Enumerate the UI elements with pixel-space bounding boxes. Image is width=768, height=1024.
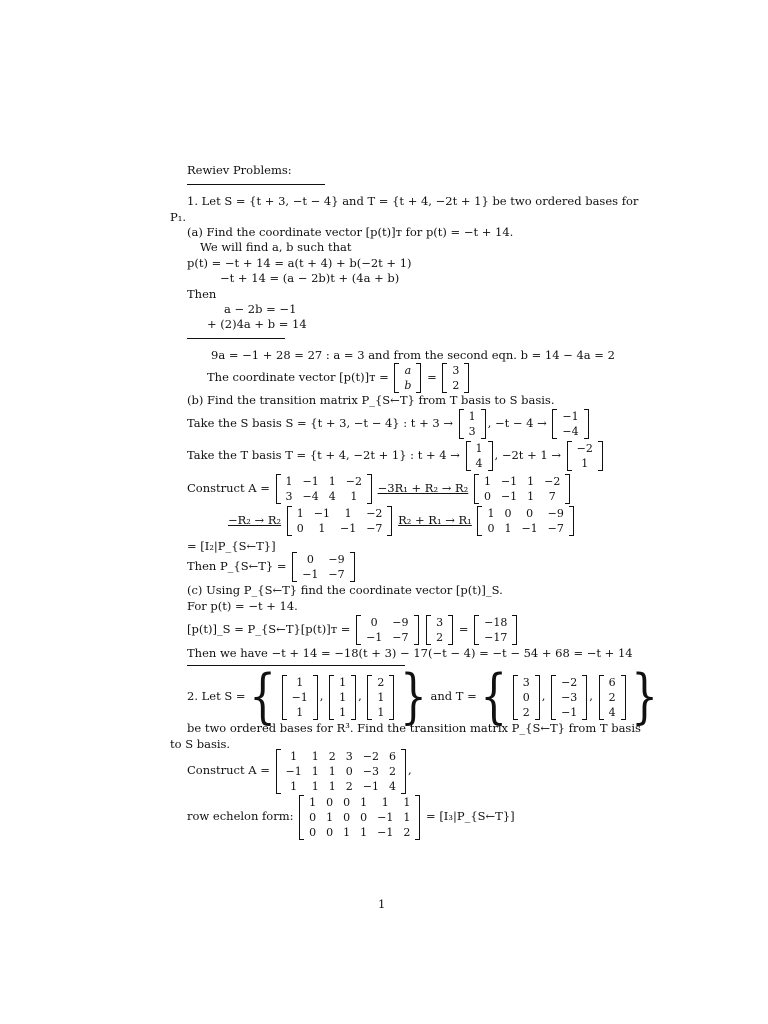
p2-ref: row echelon form: 1 0 0 1 1 1 0 1 0 0 −1 1 0 0 1 1 −1 2 = [I₃|P_{S←T}] bbox=[187, 795, 515, 839]
p2-statement: be two ordered bases for R³. Find the transition matrix P_{S←T} from T basis bbox=[187, 721, 641, 735]
matrix-A3: 1 0 0 −9 0 1 −1 −7 bbox=[477, 506, 573, 536]
take-T-vec1: 1 4 bbox=[466, 441, 493, 471]
p1-a-title: (a) Find the coordinate vector [p(t)]ᴛ for p(t) = −t + 14. bbox=[187, 225, 514, 239]
T-vec3: 6 2 4 bbox=[599, 675, 626, 720]
matrix-A2: 1 −1 1 −2 0 1 −1 −7 bbox=[287, 506, 393, 536]
take-S-vec2: −1 −4 bbox=[552, 409, 588, 439]
page-number: 1 bbox=[378, 897, 386, 911]
p2-sets: 2. Let S = { 1 −1 1 , 1 1 1 , 2 1 1 } and T = { 3 0 2 , −2 −3 −1 , 6 2 4 } bbox=[187, 662, 658, 731]
p1-a-line2: p(t) = −t + 14 = a(t + 4) + b(−2t + 1) bbox=[187, 256, 412, 270]
p1-b-title: (b) Find the transition matrix P_{S←T} from T basis to S basis. bbox=[187, 393, 555, 407]
p1-statement: 1. Let S = {t + 3, −t − 4} and T = {t + 4, −2t + 1} be two ordered bases for bbox=[187, 194, 639, 208]
right-brace: } bbox=[400, 662, 427, 731]
left-brace: { bbox=[249, 662, 276, 731]
p1-coord-line: The coordinate vector [p(t)]ᴛ = a b = 3 2 bbox=[207, 362, 471, 393]
p1-solve: 9a = −1 + 28 = 27 : a = 3 and from the second eqn. b = 14 − 4a = 2 bbox=[211, 348, 615, 362]
matrix-A: 1 −1 1 −2 3 −4 4 1 bbox=[276, 474, 372, 504]
p1-P1: P₁. bbox=[170, 210, 187, 224]
T-vec2: −2 −3 −1 bbox=[551, 675, 587, 720]
p1-a-line3: −t + 14 = (a − 2b)t + (4a + b) bbox=[220, 271, 400, 285]
matrix-P: 0 −9 −1 −7 bbox=[292, 552, 354, 582]
p1-take-T: Take the T basis T = {t + 4, −2t + 1} : t + 4 → 1 4 , −2t + 1 → −2 1 bbox=[187, 440, 605, 471]
take-S-vec1: 1 3 bbox=[459, 409, 486, 439]
p1-then: Then bbox=[187, 287, 217, 301]
p1-then-P: Then P_{S←T} = 0 −9 −1 −7 bbox=[187, 551, 357, 582]
p1-check: Then we have −t + 14 = −18(t + 3) − 17(−t − 4) = −t − 54 + 68 = −t + 14 bbox=[187, 646, 633, 660]
coord-vector-symbolic: a b bbox=[394, 363, 421, 393]
page-title: Rewiev Problems: bbox=[187, 163, 292, 177]
p1-construct: Construct A = 1 −1 1 −2 3 −4 4 1 −3R₁ + R₂ → R₂ 1 −1 1 −2 0 −1 1 7 bbox=[187, 473, 572, 504]
eq-rule bbox=[187, 338, 285, 339]
matrix-P-c: 0 −9 −1 −7 bbox=[356, 615, 418, 645]
take-T-vec2: −2 1 bbox=[567, 441, 603, 471]
T-vec1: 3 0 2 bbox=[513, 675, 540, 720]
p2-construct: Construct A = 1 1 2 3 −2 6 −1 1 1 0 −3 2 1 1 1 2 −1 4 , bbox=[187, 749, 412, 793]
right-brace-T: } bbox=[631, 662, 658, 731]
S-vec3: 2 1 1 bbox=[367, 675, 394, 720]
p1-take-S: Take the S basis S = {t + 3, −t − 4} : t + 3 → 1 3 , −t − 4 → −1 −4 bbox=[187, 408, 591, 439]
p2-matrix-A: 1 1 2 3 −2 6 −1 1 1 0 −3 2 1 1 1 2 −1 4 bbox=[276, 749, 406, 794]
p1-row-ops: −R₂ → R₂ 1 −1 1 −2 0 1 −1 −7 R₂ + R₁ → R₁ 1 0 0 −9 0 1 −1 −7 bbox=[228, 505, 576, 536]
p1-c-for: For p(t) = −t + 14. bbox=[187, 599, 298, 613]
left-brace-T: { bbox=[480, 662, 508, 731]
S-vec1: 1 −1 1 bbox=[282, 675, 318, 720]
p1-result: = [I₂|P_{S←T}] bbox=[187, 539, 276, 553]
section-rule bbox=[187, 665, 405, 666]
title-rule bbox=[187, 184, 325, 185]
p1-c-eq: [p(t)]_S = P_{S←T}[p(t)]ᴛ = 0 −9 −1 −7 3 2 = −18 −17 bbox=[187, 614, 519, 645]
coord-vector-value: 3 2 bbox=[442, 363, 469, 393]
p1-a-line1: We will find a, b such that bbox=[200, 240, 352, 254]
p1-c-title: (c) Using P_{S←T} find the coordinate vector [p(t)]_S. bbox=[187, 583, 503, 597]
p2-matrix-R: 1 0 0 1 1 1 0 1 0 0 −1 1 0 0 1 1 −1 2 bbox=[299, 795, 420, 840]
c-vector: 3 2 bbox=[426, 615, 453, 645]
p1-eq1: a − 2b = −1 bbox=[224, 302, 297, 316]
c-result: −18 −17 bbox=[474, 615, 517, 645]
p1-eq2: + (2)4a + b = 14 bbox=[207, 317, 307, 331]
p2-statement2: to S basis. bbox=[170, 737, 231, 751]
matrix-A1: 1 −1 1 −2 0 −1 1 7 bbox=[474, 474, 570, 504]
S-vec2: 1 1 1 bbox=[329, 675, 356, 720]
